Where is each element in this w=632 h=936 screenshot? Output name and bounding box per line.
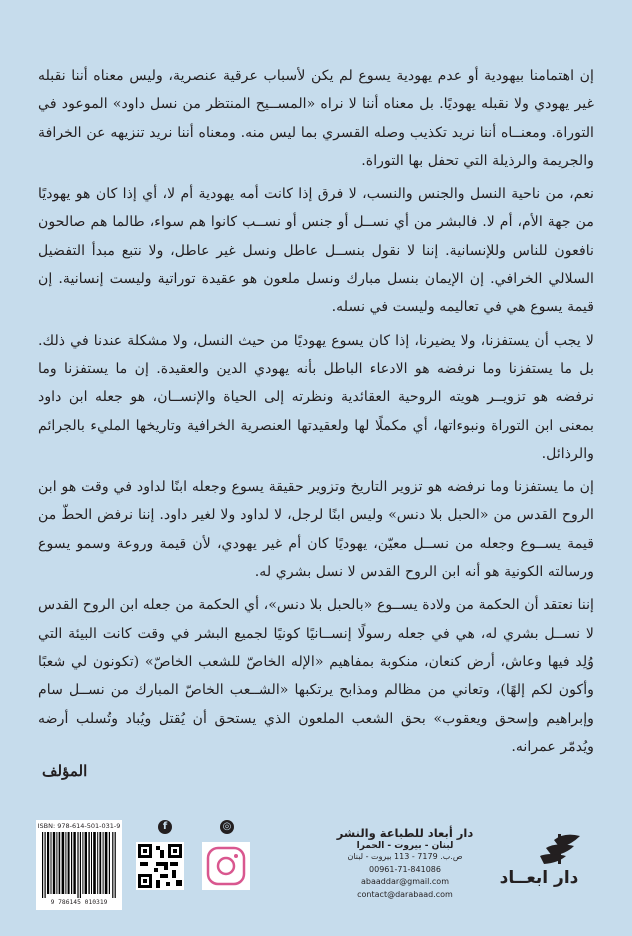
publisher-address: ص.ب. 7179 - 113 بيروت - لبنان <box>347 852 463 861</box>
paragraph-4: إن ما يستفزنا وما نرفضه هو تزوير التاريخ وتزوير حقيقة يسوع وجعله ابنًا لداود في وقت هو ابن الروح القدس من «الحبل بلا دنس» وليس ابنًا لرجل، لا لداود ولا لغير داود. إننا نرفض الحطّ من قيمة يســوع وجعله من نســل معيّن، يهوديًا كان أم غير يهودي، لأن قيمة وروعة وسمو يسوع ورسالته الكونية هو أنه ابن الروح القدس لا نسل بشري له. <box>38 479 594 581</box>
paragraph-5: إننا نعتقد أن الحكمة من ولادة يســوع «بالحبل بلا دنس»، أي الحكمة من جعله ابن الروح القدس لا نســل بشري له، هي في جعله رسولًا إنســانيًا كونيًا لجميع البشر في وقت كانت البيئة التي وُلِد فيها وعاش، أرض كنعان، منكوبة بمفاهيم «الإله الخاصّ للشعب الخاصّ» (تكونون لي شعبًا وأكون لكم إلهًا)، وتعاني من مظالم ومذابح يرتكبها «الشــعب الخاصّ المبارك من نســل سام وإبراهيم وإسحق ويعقوب» بحق الشعب الملعون الذي يستحق أن يُقتل ويُباد وتُسلب أرضه ويُدمّر عمرانه. <box>38 597 594 755</box>
facebook-icon: f <box>158 820 172 834</box>
isbn-label: ISBN: 978-614-501-031-9 <box>37 822 121 830</box>
paragraph-3: لا يجب أن يستفزنا، ولا يضيرنا، إذا كان يسوع يهوديًا من حيث النسل، ولا مشكلة عندنا في ذلك. بل ما يستفزنا وما نرفضه هو الادعاء الباطل بأنه يهودي الدين والعقيدة. إن ما يستفزنا وما نرفضه هو تزويــر هويته الروحية العقائدية ونظرته إلى الحياة والإنســان، هو جعله ابن داود بمعنى ابن التوراة ونبوءاتها، أي مكملًا لها ولعقيدتها العنصرية الخرافية وتاريخها المليء بالجرائم والرذائل. <box>38 332 594 462</box>
publisher-logo-text: دار ابعــاد <box>499 868 579 888</box>
instagram-qr-code-icon <box>202 842 250 890</box>
isbn-digits: 9 786145 010319 <box>50 899 108 906</box>
publisher-web: abaaddar@gmail.com <box>361 877 449 886</box>
publisher-location: لبنان - بيروت - الحمرا <box>356 841 454 851</box>
instagram-icon: ◎ <box>220 820 234 834</box>
paragraph-2: نعم، من ناحية النسل والجنس والنسب، لا فرق إذا كانت أمه يهودية أم لا، أي إذا كان هو يهوديًا من جهة الأم، أم لا. فالبشر من أي نســل أو جنس أو نســب كانوا هم سواء، طالما هم صالحون نافعون للناس وللإنسانية. إننا لا نقول بنســل عاطل ونسل غير عاطل، ولا نتبع مبدأ التفضيل السلالي الخرافي. إن الإيمان بنسل مبارك ونسل ملعون هو عقيدة توراتية وليست إنسانية. إن قيمة يسوع هي في تعاليمه وليست في نسله. <box>38 186 594 316</box>
isbn-barcode-block <box>36 820 122 910</box>
publisher-phone: 00961-71-841086 <box>369 864 441 874</box>
paragraph-1: إن اهتمامنا بيهودية أو عدم يهودية يسوع لم يكن لأسباب عرقية عنصرية، وليس معناه أننا نقبله غير يهودي ولا نقبله يهوديًا. بل معناه أننا لا نراه «المســيح المنتظر من نسل داود» الموعود في التوراة. ومعنــاه أننا نريد تكذيب وصله القسري بما ليس منه. ومعناه أننا نريد تنزيهه عن الخرافة والجريمة والرذيلة التي تحفل بها التوراة. <box>38 68 594 169</box>
author-signature: المؤلف <box>42 762 88 780</box>
publisher-email: contact@darabaad.com <box>357 889 453 899</box>
facebook-qr-code-icon <box>136 842 184 890</box>
barcode-icon <box>40 832 118 898</box>
publisher-name: دار أبعاد للطباعة والنشر <box>336 826 474 840</box>
publisher-info <box>330 826 480 901</box>
back-cover-text <box>38 62 594 761</box>
